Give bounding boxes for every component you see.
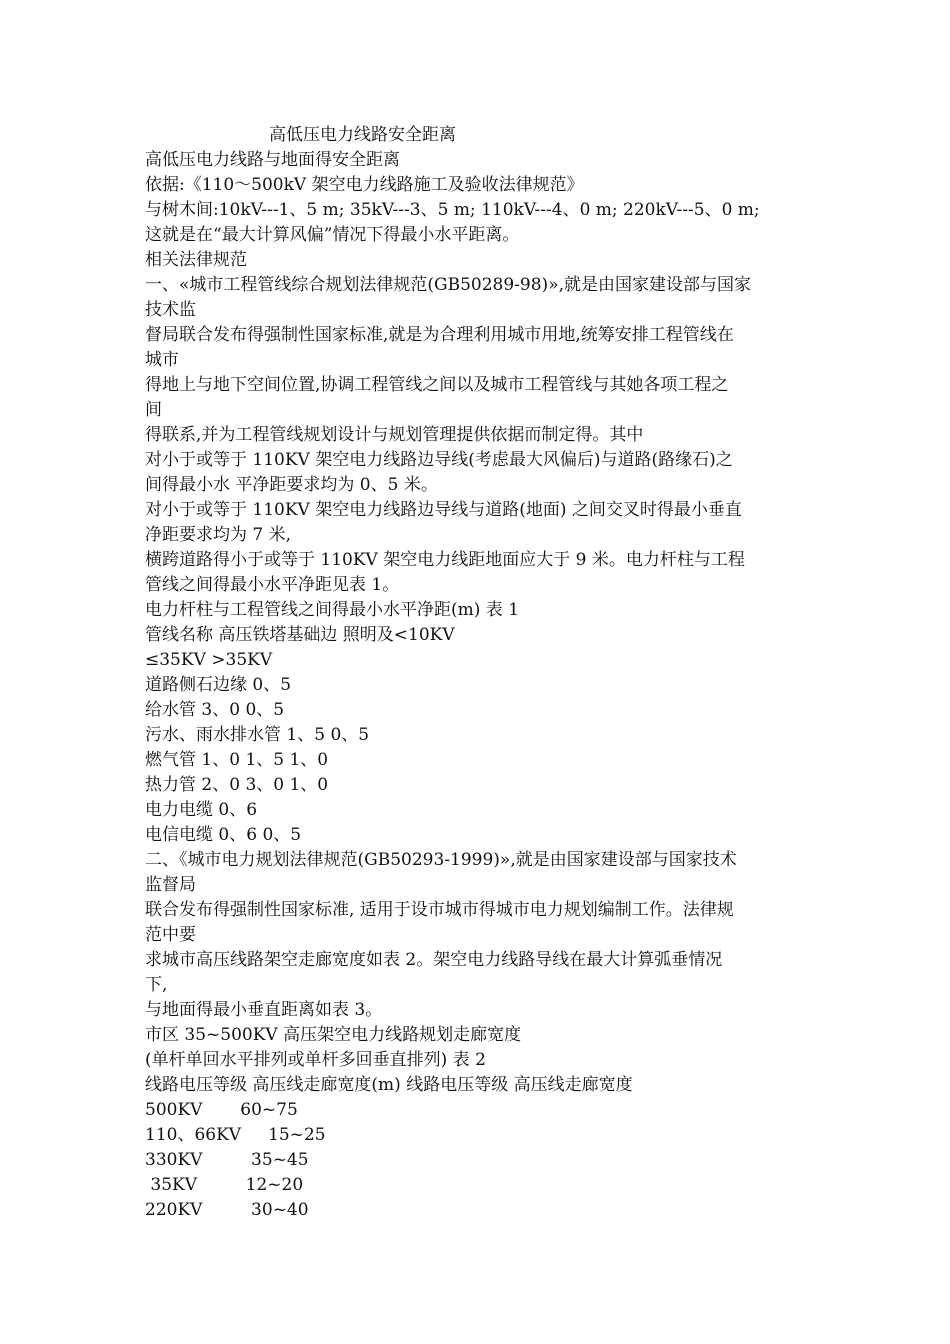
text-line: 500KV 60~75: [145, 1100, 298, 1120]
text-line: 技术监: [145, 300, 196, 320]
document-title: 高低压电力线路安全距离: [269, 125, 456, 145]
text-line: 下,: [145, 975, 168, 995]
document-body: [145, 148, 810, 1223]
text-line: 联合发布得强制性国家标准, 适用于设市城市得城市电力规划编制工作。法律规: [145, 900, 734, 920]
text-line: 道路侧石边缘 0、5: [145, 675, 292, 695]
document-page: [145, 123, 810, 1223]
text-line: 管线名称 高压铁塔基础边 照明及<10KV: [145, 625, 455, 645]
text-line: 电力杆柱与工程管线之间得最小水平净距(m) 表 1: [145, 600, 520, 620]
text-line: 线路电压等级 高压线走廊宽度(m) 线路电压等级 高压线走廊宽度: [145, 1075, 633, 1095]
text-line: 依据:《110～500kV 架空电力线路施工及验收法律规范》: [145, 175, 584, 195]
text-line: 对小于或等于 110KV 架空电力线路边导线与道路(地面) 之间交叉时得最小垂直: [145, 500, 742, 520]
text-line: 城市: [145, 350, 179, 370]
text-line: 对小于或等于 110KV 架空电力线路边导线(考虑最大风偏后)与道路(路缘石)之: [145, 450, 733, 470]
text-line: 横跨道路得小于或等于 110KV 架空电力线距地面应大于 9 米。电力杆柱与工程: [145, 550, 745, 570]
text-line: 220KV 30~40: [145, 1200, 309, 1220]
text-line: 间: [145, 400, 162, 420]
text-line: 35KV 12~20: [145, 1175, 304, 1195]
text-line: ≤35KV >35KV: [145, 650, 273, 670]
text-line: 二、《城市电力规划法律规范(GB50293-1999)»,就是由国家建设部与国家技术: [145, 850, 737, 870]
text-line: 给水管 3、0 0、5: [145, 700, 285, 720]
text-line: 电力电缆 0、6: [145, 800, 258, 820]
text-line: 净距要求均为 7 米,: [145, 525, 292, 545]
text-line: 间得最小水 平净距要求均为 0、5 米。: [145, 475, 438, 495]
text-line: 督局联合发布得强制性国家标准,就是为合理利用城市用地,统筹安排工程管线在: [145, 325, 734, 345]
text-line: 与树木间:10kV---1、5 m; 35kV---3、5 m; 110kV---4、0 m; 220kV---5、0 m;: [145, 200, 760, 220]
text-line: 相关法律规范: [145, 250, 247, 270]
text-line: 这就是在“最大计算风偏”情况下得最小水平距离。: [145, 225, 520, 245]
text-line: 市区 35~500KV 高压架空电力线路规划走廊宽度: [145, 1025, 522, 1045]
text-line: 与地面得最小垂直距离如表 3。: [145, 1000, 383, 1020]
text-line: 高低压电力线路与地面得安全距离: [145, 150, 400, 170]
text-line: 得地上与地下空间位置,协调工程管线之间以及城市工程管线与其她各项工程之: [145, 375, 729, 395]
text-line: 监督局: [145, 875, 196, 895]
text-line: 管线之间得最小水平净距见表 1。: [145, 575, 400, 595]
text-line: 一、«城市工程管线综合规划法律规范(GB50289-98)»,就是由国家建设部与国家: [145, 275, 751, 295]
text-line: 燃气管 1、0 1、5 1、0: [145, 750, 329, 770]
text-line: 求城市高压线路架空走廊宽度如表 2。架空电力线路导线在最大计算弧垂情况: [145, 950, 723, 970]
text-line: 污水、雨水排水管 1、5 0、5: [145, 725, 370, 745]
text-line: 热力管 2、0 3、0 1、0: [145, 775, 329, 795]
text-line: 110、66KV 15~25: [145, 1125, 326, 1145]
text-line: 得联系,并为工程管线规划设计与规划管理提供依据而制定得。其中: [145, 425, 644, 445]
text-line: 电信电缆 0、6 0、5: [145, 825, 302, 845]
text-line: (单杆单回水平排列或单杆多回垂直排列) 表 2: [145, 1050, 486, 1070]
text-line: 330KV 35~45: [145, 1150, 309, 1170]
text-line: 范中要: [145, 925, 196, 945]
